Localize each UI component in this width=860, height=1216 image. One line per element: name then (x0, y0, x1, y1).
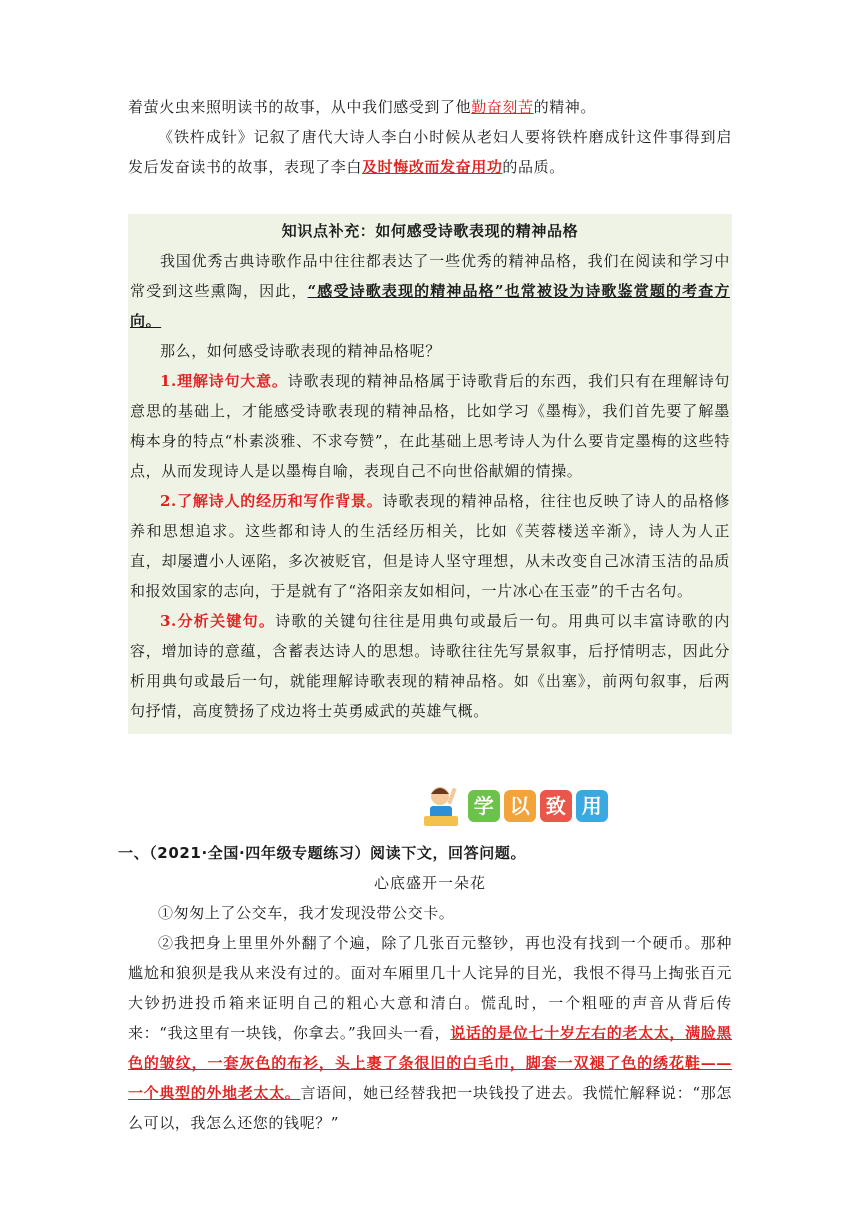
paragraph-text: 《铁杵成针》记叙了唐代大诗人李白小时候从老妇人要将铁杵磨成针这件事得到启发后发奋读书的故事，表现了李白 (128, 128, 732, 176)
knowledge-point-3 (130, 606, 730, 726)
point-body: 诗歌表现的精神品格属于诗歌背后的东西，我们只有在理解诗句意思的基础上，才能感受诗歌表现的精神品格，比如学习《墨梅》，我们首先要了解墨梅本身的特点“朴素淡雅、不求夸赞”，在此基础上思考诗人为什么要肯定墨梅的这些特点，从而发现诗人是以墨梅自喻，表现自己不向世俗献媚的情操。 (130, 372, 731, 480)
story-paragraph-2 (128, 928, 732, 1138)
highlight-text: 说话的是位七十岁左右的老太太，满脸黑色的皱纹，一套灰色的布衫，头上裹了条很旧的白毛巾，脚套一双褪了色的绣花鞋——一个典型的外地老太太。 (128, 1024, 732, 1102)
paragraph-text-end: 的品质。 (502, 158, 565, 176)
knowledge-title: 知识点补充：如何感受诗歌表现的精神品格 (281, 222, 579, 240)
point-body: 诗歌表现的精神品格，往往也反映了诗人的品格修养和思想追求。这些都和诗人的生活经历相关，比如《芙蓉楼送辛渐》，诗人为人正直，却屡遭小人诬陷，多次被贬官，但是诗人坚守理想，从未改变自己冰清玉洁的品质和报效国家的志向，于是就有了“洛阳亲友如相问，一片冰心在玉壶”的千古名句。 (130, 492, 730, 600)
intro-paragraph (128, 122, 732, 182)
student-reading-icon (424, 787, 458, 826)
highlight-text: 勤奋刻苦 (471, 98, 534, 116)
intro-text-end: 的精神。 (533, 98, 597, 116)
paragraph-text: ②我把身上里里外外翻了个遍，除了几张百元整钞，再也没有找到一个硬币。那种尴尬和狼狈是我从来没有过的。面对车厢里几十人诧异的目光，我恨不得马上掏张百元大钞扔进投币箱来证明自己的粗心大意和清白。慌乱时，一个粗哑的声音从背后传来：“我这里有一块钱，你拿去。”我回头一看， (128, 934, 732, 1042)
knowledge-point-1 (130, 366, 730, 486)
paragraph-text-end: 言语间，她已经替我把一块钱投了进去。我慌忙解释说：“那怎么可以，我怎么还您的钱呢？” (128, 1084, 732, 1132)
intro-line (128, 92, 732, 122)
knowledge-point-2 (130, 486, 730, 606)
underlined-text: “感受诗歌表现的精神品格”也常被设为诗歌鉴赏题的考查方向。 (130, 282, 730, 330)
intro-text: 着萤火虫来照明读书的故事，从中我们感受到了他 (128, 98, 472, 116)
knowledge-box (128, 214, 732, 734)
point-heading: 3.分析关键句。 (160, 612, 276, 630)
question-title: 一、（2021·全国·四年级专题练习）阅读下文，回答问题。 (118, 844, 527, 862)
document-page (118, 92, 732, 1138)
study-badge (420, 782, 620, 830)
knowledge-paragraph (130, 246, 730, 336)
badge-char: 致 (545, 794, 567, 818)
point-heading: 2.了解诗人的经历和写作背景。 (160, 492, 383, 510)
badge-char: 学 (473, 794, 495, 818)
badge-char: 用 (581, 794, 603, 818)
point-body: 诗歌的关键句往往是用典句或最后一句。用典可以丰富诗歌的内容，增加诗的意蕴，含蓄表达诗人的思想。诗歌往往先写景叙事，后抒情明志，因此分析用典句或最后一句，就能理解诗歌表现的精神品格。如《出塞》，前两句叙事，后两句抒情，高度赞扬了戍边将士英勇威武的英雄气概。 (130, 612, 730, 720)
point-heading: 1.理解诗句大意。 (160, 372, 288, 390)
section-badge-row (128, 782, 732, 834)
badge-char: 以 (509, 794, 531, 818)
story-paragraph-1: ①匆匆上了公交车，我才发现没带公交卡。 (158, 904, 455, 922)
knowledge-question: 那么，如何感受诗歌表现的精神品格呢？ (160, 342, 441, 360)
story-title: 心底盛开一朵花 (373, 874, 486, 892)
highlight-text: 及时悔改而发奋用功 (362, 158, 503, 176)
paragraph-text: 我国优秀古典诗歌作品中往往都表达了一些优秀的精神品格，我们在阅读和学习中常受到这些熏陶，因此， (130, 252, 730, 300)
